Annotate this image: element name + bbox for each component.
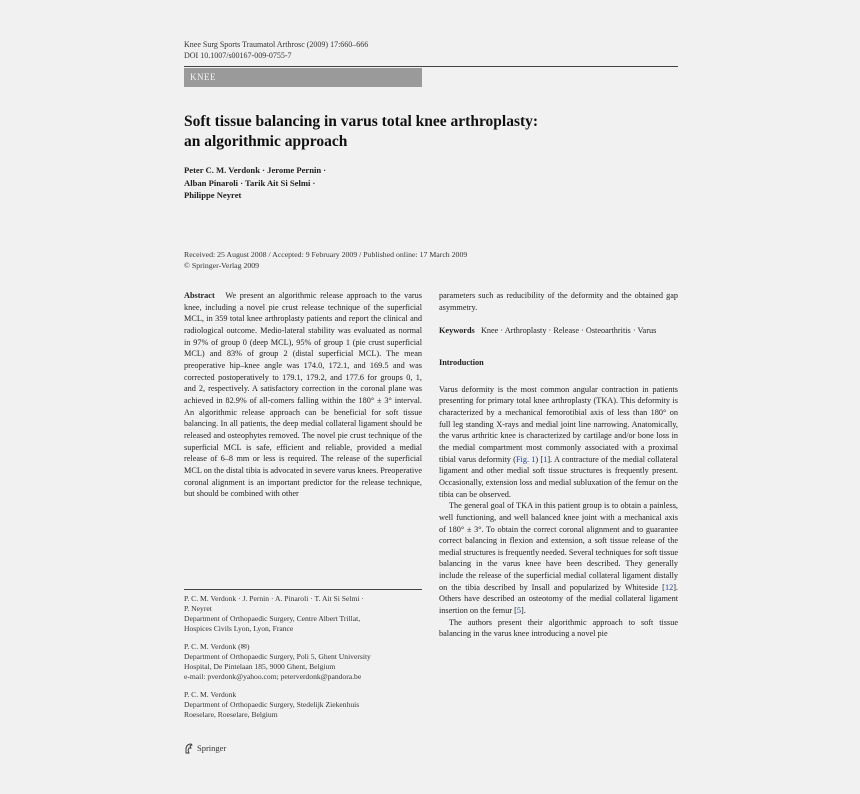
affiliation-authors-cont: P. Neyret — [184, 604, 212, 613]
intro-paragraph-3: The authors present their algorithmic approach to soft tissue balancing in the varus knee introducing a novel pie — [439, 617, 678, 639]
article-title — [184, 112, 604, 152]
authors-line-2: Alban Pinaroli · Tarik Ait Si Selmi · — [184, 177, 316, 188]
footnote-rule — [184, 589, 422, 590]
copyright-line: © Springer-Verlag 2009 — [184, 260, 260, 270]
affiliation-address: Hospital, De Pintelaan 185, 9000 Ghent, Belgium — [184, 662, 336, 671]
affiliation-authors: P. C. M. Verdonk · J. Pernin · A. Pinaroli · T. Ait Si Selmi · — [184, 594, 364, 603]
authors-line-1: Peter C. M. Verdonk · Jerome Pernin · — [184, 165, 327, 175]
intro-paragraph-1 — [439, 384, 678, 501]
intro-p2-text-mid: ]. Others have described an osteotomy of the medial collateral ligament insertion on the femur [ — [439, 582, 678, 616]
abstract-text: We present an algorithmic release approach to the varus knee, including a novel pie crust release technique of the superficial MCL, in 359 total knee arthroplasty patients and report the clinical and radiological outcome. Medio-lateral stability was evaluated as normal in 97% of group 0 (deep MCL), 95% of group 1 (pie crust superficial MCL) and 83% of group 2 (distal superficial MCL). The mean preoperative hip–knee angle was 174.0, 172.1, and 169.5 and was corrected postoperatively to 179.1, 179.2, and 177.6 for groups 0, 1, and 2, respectively. A satisfactory correction in the coronal plane was achieved in 82.9% of all-comers falling within the 180° ± 3° interval. An algorithmic release approach can be beneficial for soft tissue balancing. In all patients, the deep medial collateral ligament should be released and osteophytes removed. The novel pie crust technique of the superficial MCL is safe, efficient and reliable, provided a medial release of 6–8 mm or less is required. The release of the superficial MCL on the distal tibia is advocated in severe varus knees. Preoperative coronal alignment is an important predictor for the release technique, but should be combined with other — [184, 291, 422, 499]
author-email[interactable]: e-mail: pverdonk@yahoo.com; peterverdonk@pandora.be — [184, 672, 362, 681]
reference-link-5[interactable]: 5 — [516, 606, 522, 616]
abstract-label: Abstract — [184, 291, 215, 300]
reference-link-1[interactable]: 1 — [543, 454, 548, 464]
author-affiliations — [184, 594, 424, 728]
reference-link-12[interactable]: 12 — [664, 582, 674, 592]
keywords-label: Keywords — [439, 326, 475, 336]
intro-p1-text-end: ]. A contracture of the medial collateral ligament and other medial soft tissue structures is frequently present. Occasionally, extension loss and medial subluxation of the femur on the tibia can be observed. — [439, 454, 679, 499]
authors-line-3: Philippe Neyret — [184, 190, 242, 200]
corresponding-author: P. C. M. Verdonk (✉) — [184, 642, 250, 651]
intro-p2-text-end: ]. — [521, 606, 526, 616]
intro-p1-punct: ) [ — [535, 454, 544, 464]
dates-line: Received: 25 August 2008 / Accepted: 9 February 2009 / Published online: 17 March 2009 — [184, 250, 468, 259]
publisher-name: Springer — [197, 743, 227, 753]
publisher-mark — [184, 742, 226, 754]
affiliation-block-lyon — [184, 594, 424, 634]
journal-doi[interactable]: DOI 10.1007/s00167-009-0755-7 — [184, 51, 292, 60]
affiliation-block-roeselare — [184, 690, 424, 720]
figure-link[interactable]: Fig. 1 — [515, 454, 536, 464]
keywords-text: Knee · Arthroplasty · Release · Osteoarthritis · Varus — [480, 326, 657, 336]
intro-p1-text: Varus deformity is the most common angular contraction in patients presenting for primary total knee arthroplasty (TKA). This deformity is characterized by a mechanical femorotibial axis of less than 180° on full leg standing X-rays and medial joint line narrowing. Anatomically, the varus arthritic knee is characterized by cartilage and/or bone loss in the medial compartment most commonly associated with a proximal tibial varus deformity ( — [439, 384, 678, 464]
keywords — [439, 325, 678, 337]
publication-dates — [184, 250, 467, 271]
affiliation-location: Roeselare, Roeselare, Belgium — [184, 710, 278, 719]
section-label: KNEE — [184, 68, 422, 87]
intro-p2-text: The general goal of TKA in this patient group is to obtain a painless, well functioning, and well balanced knee joint with a mechanical axis of 180° ± 3°. To obtain the correct coronal alignment and to guarantee correct balancing in flexion and extension, a soft tissue release of the medial structures is frequently needed. Several techniques for soft tissue balancing in the varus knee have been described. They generally include the release of the superficial medial collateral ligament distally on the tibia described by Insall and popularized by Whiteside [ — [439, 501, 678, 592]
abstract-section — [184, 290, 422, 500]
intro-paragraph-2 — [439, 500, 678, 617]
header-rule — [184, 66, 678, 67]
journal-citation: Knee Surg Sports Traumatol Arthrosc (2009) 17:660–666 — [184, 40, 369, 49]
springer-horse-icon — [184, 743, 194, 754]
affiliation-author: P. C. M. Verdonk — [184, 690, 237, 699]
affiliation-dept: Department of Orthopaedic Surgery, Centre Albert Trillat, — [184, 614, 361, 623]
abstract-continued: parameters such as reducibility of the deformity and the obtained gap asymmetry. — [439, 291, 678, 312]
affiliation-block-ghent — [184, 642, 424, 682]
title-line-1: Soft tissue balancing in varus total knee arthroplasty: — [184, 113, 539, 130]
introduction-heading: Introduction — [439, 357, 484, 367]
affiliation-dept: Department of Orthopaedic Surgery, Stedelijk Ziekenhuis — [184, 700, 360, 709]
right-column — [439, 290, 678, 640]
author-list — [184, 164, 444, 202]
title-line-2: an algorithmic approach — [184, 133, 348, 150]
affiliation-dept: Department of Orthopaedic Surgery, Poli 5, Ghent University — [184, 652, 371, 661]
affiliation-institution: Hospices Civils Lyon, Lyon, France — [184, 624, 294, 633]
